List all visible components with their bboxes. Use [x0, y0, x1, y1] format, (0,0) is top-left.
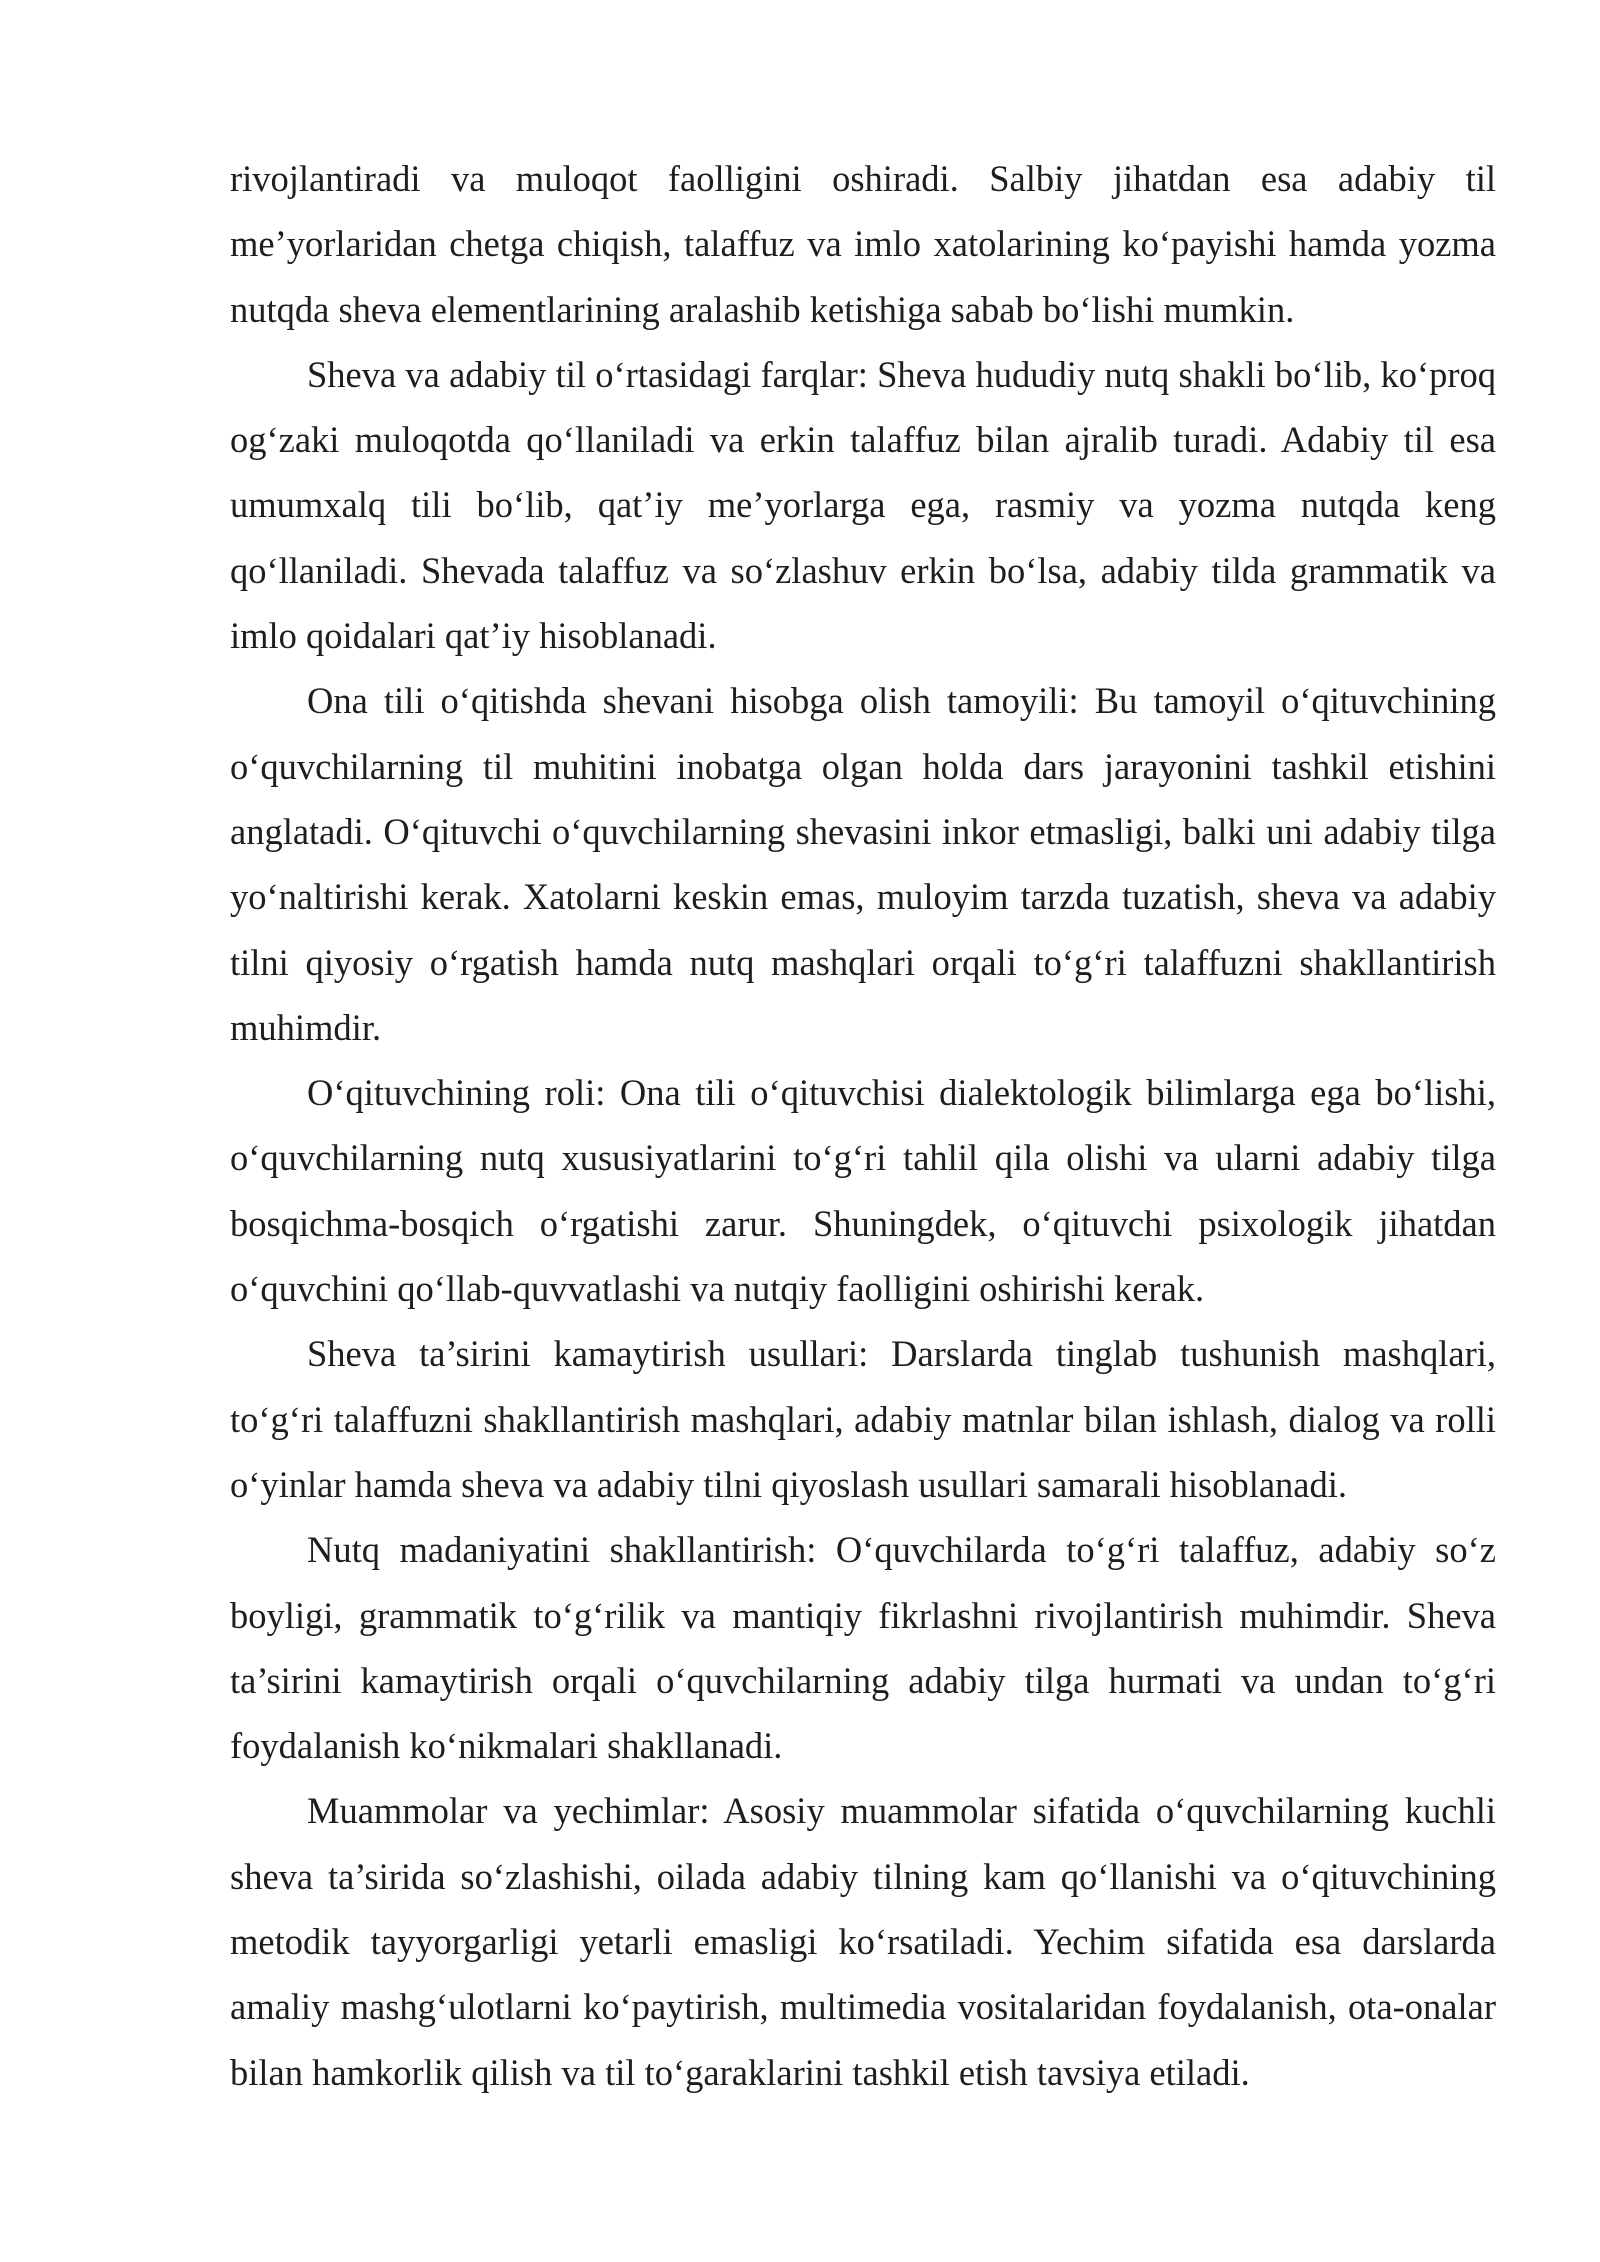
paragraph-oqituvchi-roli: O‘qituvchining roli: Ona tili o‘qituvchisi dialektologik bilimlarga ega bo‘lishi, o‘quvchilarning nutq xususiyatlarini to‘g‘ri tahlil qila olishi va ularni adabiy tilga bosqichma-bosqich o‘rgatishi zarur. Shuningdek, o‘qituvchi psixologik jihatdan o‘quvchini qo‘llab-quvvatlashi va nutqiy faolligini oshirishi kerak.: [230, 1072, 1496, 1310]
paragraph-sheva-adabiy-farqlar: Sheva va adabiy til o‘rtasidagi farqlar: Sheva hududiy nutq shakli bo‘lib, ko‘proq og‘zaki muloqotda qo‘llaniladi va erkin talaffuz bilan ajralib turadi. Adabiy til esa umumxalq tili bo‘lib, qat’iy me’yorlarga ega, rasmiy va yozma nutqda keng qo‘llaniladi. Shevada talaffuz va so‘zlashuv erkin bo‘lsa, adabiy tilda grammatik va imlo qoidalari qat’iy hisoblanadi.: [230, 353, 1496, 657]
paragraph-kamaytirish-usullari: Sheva ta’sirini kamaytirish usullari: Darslarda tinglab tushunish mashqlari, to‘g‘ri talaffuzni shakllantirish mashqlari, adabiy matnlar bilan ishlash, dialog va rolli o‘yinlar hamda sheva va adabiy tilni qiyoslash usullari samarali hisoblanadi.: [230, 1333, 1496, 1505]
paragraph-muammolar-yechimlar: Muammolar va yechimlar: Asosiy muammolar sifatida o‘quvchilarning kuchli sheva ta’sirida so‘zlashishi, oilada adabiy tilning kam qo‘llanishi va o‘qituvchining metodik tayyorgarligi yetarli emasligi ko‘rsatiladi. Yechim sifatida esa darslarda amaliy mashg‘ulotlarni ko‘paytirish, multimedia vositalaridan foydalanish, ota-onalar bilan hamkorlik qilish va til to‘garaklarini tashkil etish tavsiya etiladi.: [230, 1790, 1496, 2093]
paragraph-hisobga-olish-tamoyili: Ona tili o‘qitishda shevani hisobga olish tamoyili: Bu tamoyil o‘qituvchining o‘quvchilarning til muhitini inobatga olgan holda dars jarayonini tashkil etishini anglatadi. O‘qituvchi o‘quvchilarning shevasini inkor etmasligi, balki uni adabiy tilga yo‘naltirishi kerak. Xatolarni keskin emas, muloyim tarzda tuzatish, sheva va adabiy tilni qiyosiy o‘rgatish hamda nutq mashqlari orqali to‘g‘ri talaffuzni shakllantirish muhimdir.: [230, 680, 1496, 1048]
paragraph-continuation: rivojlantiradi va muloqot faolligini oshiradi. Salbiy jihatdan esa adabiy til me’yorlaridan chetga chiqish, talaffuz va imlo xatolarining ko‘payishi hamda yozma nutqda sheva elementlarining aralashib ketishiga sabab bo‘lishi mumkin.: [230, 158, 1496, 330]
document-body: [230, 146, 1496, 2105]
paragraph-nutq-madaniyati: Nutq madaniyatini shakllantirish: O‘quvchilarda to‘g‘ri talaffuz, adabiy so‘z boyligi, grammatik to‘g‘rilik va mantiqiy fikrlashni rivojlantirish muhimdir. Sheva ta’sirini kamaytirish orqali o‘quvchilarning adabiy tilga hurmati va undan to‘g‘ri foydalanish ko‘nikmalari shakllanadi.: [230, 1529, 1496, 1767]
